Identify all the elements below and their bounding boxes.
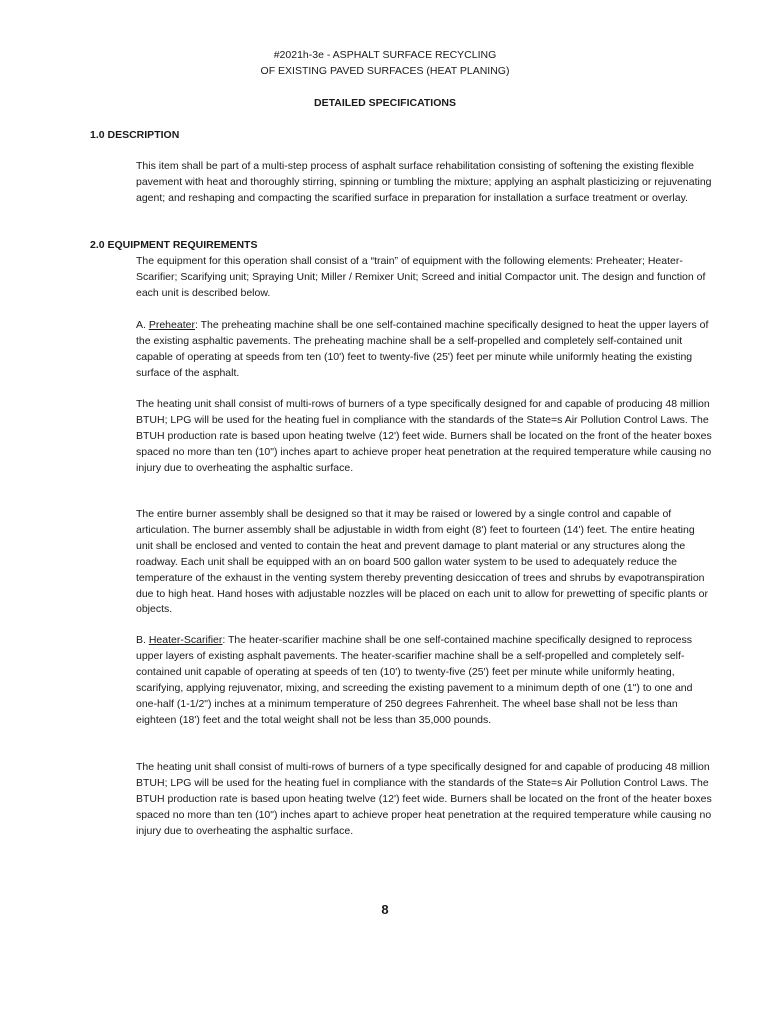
heater-scarifier-text: : The heater-scarifier machine shall be one self-contained machine specifically designed to reprocess upper layers of existing asphalt pavements. The heater-scarifier machine shall be a self-propelled and completely self-contained unit capable of operating at speeds of ten (10') to twenty-five (25') feet per minute while uniformly heating, scarifying, applying rejuvenator, mixing, and screeding the existing pavement to a minimum depth of one (1") to one and one-half (1-1/2") inches at a minimum temperature of 250 degrees Fahrenheit. The wheel base shall not be less than eighteen (18') feet and the total weight shall not be less than 35,000 pounds.: [136, 634, 693, 726]
heating-unit-paragraph-2: The heating unit shall consist of multi-rows of burners of a type specifically designed for and capable of producing 48 million BTUH; LPG will be used for the heating fuel in compliance with the standards of the State=s Air Pollution Control Laws. The BTUH production rate is based upon heating twelve (12') feet wide. Burners shall be located on the front of the heater boxes spaced no more than ten (10") inches apart to achieve proper heat penetration at the required temperature while causing no injury due to overheating the asphaltic surface.: [136, 761, 712, 837]
preheater-paragraph: [136, 318, 714, 382]
section-1-description: This item shall be part of a multi-step process of asphalt surface rehabilitation consisting of softening the existing flexible pavement with heat and thoroughly stirring, spinning or tumbling the mixture; applying an asphalt plasticizing or rejuvenating agent; and reshaping and compacting the scarified surface in preparation for installation a surface treatment or overlay.: [136, 160, 712, 204]
document-title-line-1: #2021h-3e - ASPHALT SURFACE RECYCLING: [273, 49, 497, 61]
section-1-heading: 1.0 DESCRIPTION: [90, 129, 180, 141]
heating-unit-paragraph: The heating unit shall consist of multi-rows of burners of a type specifically designed for and capable of producing 48 million BTUH; LPG will be used for the heating fuel in compliance with the standards of the State=s Air Pollution Control Laws. The BTUH production rate is based upon heating twelve (12') feet wide. Burners shall be located on the front of the heater boxes spaced no more than ten (10") inches apart to achieve proper heat penetration at the required temperature while causing no injury due to overheating the asphaltic surface.: [136, 398, 712, 474]
section-2-intro: The equipment for this operation shall consist of a “train” of equipment with the following elements: Preheater; Heater-Scarifier; Scarifying unit; Spraying Unit; Miller / Remixer Unit; Screed and initial Compactor unit. The design and function of each unit is described below.: [136, 255, 706, 299]
document-subtitle: DETAILED SPECIFICATIONS: [314, 97, 456, 109]
preheater-text: : The preheating machine shall be one self-contained machine specifically designed to heat the upper layers of the existing asphaltic pavements. The preheating machine shall be a self-propelled and completely self-contained unit capable of operating at speeds from ten (10') feet to twenty-five (25') feet per minute while uniformly heating the existing surface of the asphalt.: [136, 319, 709, 379]
page-number: 8: [381, 902, 389, 917]
document-title-line-2: OF EXISTING PAVED SURFACES (HEAT PLANING): [260, 65, 510, 77]
heater-scarifier-paragraph: [136, 633, 714, 728]
burner-assembly-paragraph: The entire burner assembly shall be designed so that it may be raised or lowered by a single control and capable of articulation. The burner assembly shall be adjustable in width from eight (8') feet to fourteen (14') feet. The entire heating unit shall be enclosed and vented to contain the heat and prevent damage to plant material or any structures along the roadway. Each unit shall be equipped with an on board 500 gallon water system to be used to adequately reduce the temperature of the exhaust in the venting system thereby preventing desiccation of trees and shrubs by evapotranspiration due to high heat. Hand hoses with adjustable nozzles will be placed on each unit to allow for prewetting of specific plants or objects.: [136, 508, 709, 616]
preheater-prefix: A.: [136, 319, 149, 331]
preheater-label: Preheater: [148, 319, 195, 331]
heater-scarifier-label: Heater-Scarifier: [148, 634, 223, 646]
heater-scarifier-prefix: B.: [136, 634, 149, 646]
section-2-heading: 2.0 EQUIPMENT REQUIREMENTS: [90, 239, 258, 251]
